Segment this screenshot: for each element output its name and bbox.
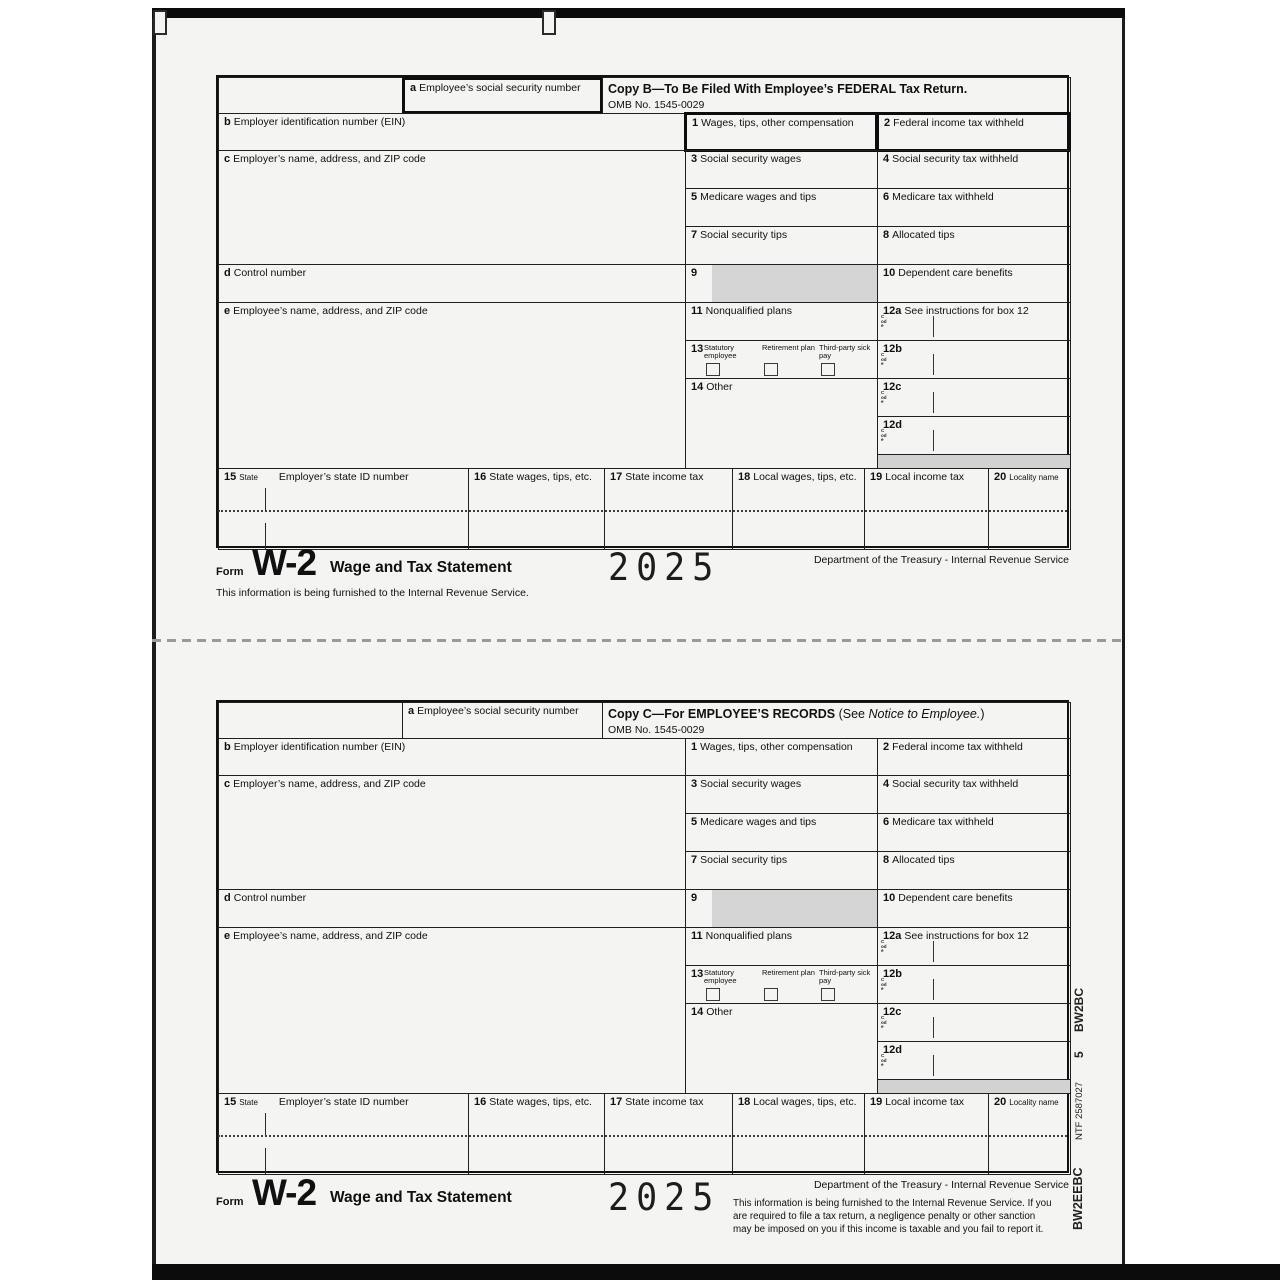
box-8-allocated-tips: 8 Allocated tips bbox=[877, 851, 1071, 890]
perforation-dashed-line bbox=[152, 639, 1125, 642]
box-1-wages: 1 Wages, tips, other compensation bbox=[685, 738, 878, 776]
third-party-sick-pay-group: Third-party sick pay bbox=[819, 969, 875, 985]
omb-number: OMB No. 1545-0029 bbox=[608, 99, 705, 111]
state-divider-top bbox=[265, 1113, 266, 1135]
print-code-bw2eebc: BW2EEBC bbox=[1071, 1167, 1085, 1230]
w2-copy-b-form bbox=[216, 75, 1069, 548]
box-12d-divider bbox=[933, 1055, 934, 1076]
box-5-medicare-wages: 5 Medicare wages and tips bbox=[685, 813, 878, 852]
retirement-plan-group: Retirement plan bbox=[762, 969, 818, 977]
box-9-shaded: 9 bbox=[685, 264, 878, 303]
print-code-ntf: NTF 2587027 bbox=[1074, 1081, 1085, 1140]
box-2-federal-tax: 2 Federal income tax withheld bbox=[876, 112, 1071, 152]
box-b-ein: b Employer identification number (EIN) bbox=[218, 738, 686, 776]
retirement-plan-checkbox bbox=[764, 988, 778, 1001]
box-12c-divider bbox=[933, 392, 934, 413]
perforation-notch-left bbox=[153, 10, 167, 35]
box-18-local-wages: 18 Local wages, tips, etc. bbox=[732, 1093, 865, 1175]
treasury-dept-line: Department of the Treasury - Internal Revenue Service bbox=[813, 1179, 1069, 1191]
third-party-sick-pay-checkbox bbox=[821, 363, 835, 376]
copy-b-title: Copy B—To Be Filed With Employee’s FEDERAL Tax Return. bbox=[608, 82, 968, 96]
box-5-medicare-wages: 5 Medicare wages and tips bbox=[685, 188, 878, 227]
code-vertical-label: Code bbox=[881, 314, 887, 328]
third-party-sick-pay-group: Third-party sick pay bbox=[819, 344, 875, 360]
copy-c-title: Copy C—For EMPLOYEE’S RECORDS (See Notice to Employee.) bbox=[608, 707, 985, 721]
box-10-dependent-care: 10 Dependent care benefits bbox=[877, 889, 1071, 928]
wage-tax-statement-title: Wage and Tax Statement bbox=[330, 559, 512, 576]
box-20-locality: 20 Locality name bbox=[988, 1093, 1071, 1175]
box-d-control: d Control number bbox=[218, 264, 686, 303]
box-11-nonqualified: 11 Nonqualified plans bbox=[685, 302, 878, 341]
retirement-plan-group: Retirement plan bbox=[762, 344, 818, 352]
box-20-locality: 20 Locality name bbox=[988, 468, 1071, 550]
box-12a-divider bbox=[933, 316, 934, 337]
gray-strip bbox=[877, 1079, 1071, 1094]
form-word: Form bbox=[216, 566, 244, 578]
box-12a: 12a See instructions for box 12 Code bbox=[877, 302, 1071, 341]
box-9-gray-fill bbox=[712, 890, 877, 927]
statutory-employee-checkbox bbox=[706, 988, 720, 1001]
box-19-local-tax: 19 Local income tax bbox=[864, 468, 989, 550]
state-divider-top bbox=[265, 488, 266, 510]
box-17-state-tax: 17 State income tax bbox=[604, 468, 733, 550]
box-4-ss-tax: 4 Social security tax withheld bbox=[877, 150, 1071, 189]
box-3-ss-wages: 3 Social security wages bbox=[685, 775, 878, 814]
box-6-medicare-tax: 6 Medicare tax withheld bbox=[877, 188, 1071, 227]
box-7-ss-tips: 7 Social security tips bbox=[685, 226, 878, 265]
statutory-employee-group: Statutory employee bbox=[704, 344, 760, 360]
box-8-allocated-tips: 8 Allocated tips bbox=[877, 226, 1071, 265]
omb-number: OMB No. 1545-0029 bbox=[608, 724, 705, 736]
gray-strip bbox=[877, 454, 1071, 469]
statutory-employee-group: Statutory employee bbox=[704, 969, 760, 985]
box-12d: 12d Code bbox=[877, 1041, 1071, 1080]
w2-title: W-2 bbox=[252, 542, 317, 583]
box-15-state: 15 State Employer’s state ID number bbox=[218, 1093, 469, 1175]
box-7-ss-tips: 7 Social security tips bbox=[685, 851, 878, 890]
retirement-plan-checkbox bbox=[764, 363, 778, 376]
statutory-employee-checkbox bbox=[706, 363, 720, 376]
box-e-employee: e Employee’s name, address, and ZIP code bbox=[218, 302, 686, 469]
box-18-local-wages: 18 Local wages, tips, etc. bbox=[732, 468, 865, 550]
tax-year: 2025 bbox=[608, 1176, 721, 1220]
code-vertical-label: Code bbox=[881, 977, 887, 991]
box-14-other: 14 Other bbox=[685, 378, 878, 469]
box-12b: 12b Code bbox=[877, 340, 1071, 379]
box-9-shaded: 9 bbox=[685, 889, 878, 928]
perforation-notch-center bbox=[542, 10, 556, 35]
code-vertical-label: Code bbox=[881, 352, 887, 366]
box-17-state-tax: 17 State income tax bbox=[604, 1093, 733, 1175]
box-13-checkboxes: 13 Statutory employee Retirement plan Third-party sick pay bbox=[685, 340, 878, 379]
box-6-medicare-tax: 6 Medicare tax withheld bbox=[877, 813, 1071, 852]
box-12a-divider bbox=[933, 941, 934, 962]
wage-tax-statement-title: Wage and Tax Statement bbox=[330, 1189, 512, 1206]
box-13-checkboxes: 13 Statutory employee Retirement plan Third-party sick pay bbox=[685, 965, 878, 1004]
box-a-ssn: a Employee’s social security number bbox=[402, 77, 603, 114]
box-12a: 12a See instructions for box 12 Code bbox=[877, 927, 1071, 966]
w2-copy-c-form bbox=[216, 700, 1069, 1173]
code-vertical-label: Code bbox=[881, 428, 887, 442]
box-a-ssn: a Employee’s social security number bbox=[402, 702, 603, 739]
tax-year: 2025 bbox=[608, 546, 721, 590]
treasury-dept-line: Department of the Treasury - Internal Revenue Service bbox=[813, 554, 1069, 566]
furnish-note: This information is being furnished to the Internal Revenue Service. bbox=[216, 587, 529, 599]
state-row-dotted-line bbox=[218, 510, 1067, 512]
state-divider-bottom bbox=[265, 1148, 266, 1174]
box-12c: 12c Code bbox=[877, 1003, 1071, 1042]
box-4-ss-tax: 4 Social security tax withheld bbox=[877, 775, 1071, 814]
print-code-bw2bc: BW2BC bbox=[1072, 988, 1086, 1032]
box-11-nonqualified: 11 Nonqualified plans bbox=[685, 927, 878, 966]
box-12b-divider bbox=[933, 979, 934, 1000]
box-b-ein: b Employer identification number (EIN) bbox=[218, 113, 686, 151]
box-e-employee: e Employee’s name, address, and ZIP code bbox=[218, 927, 686, 1094]
copy-c-header bbox=[602, 702, 1071, 739]
code-vertical-label: Code bbox=[881, 390, 887, 404]
box-15-state: 15 State Employer’s state ID number bbox=[218, 468, 469, 550]
box-12c: 12c Code bbox=[877, 378, 1071, 417]
box-12d: 12d Code bbox=[877, 416, 1071, 455]
form-word: Form bbox=[216, 1196, 244, 1208]
copy-b-header bbox=[602, 77, 1071, 114]
ssn-value-area bbox=[218, 77, 403, 114]
top-black-bar bbox=[152, 8, 1125, 18]
box-12c-divider bbox=[933, 1017, 934, 1038]
code-vertical-label: Code bbox=[881, 939, 887, 953]
box-12d-divider bbox=[933, 430, 934, 451]
box-10-dependent-care: 10 Dependent care benefits bbox=[877, 264, 1071, 303]
code-vertical-label: Code bbox=[881, 1015, 887, 1029]
state-row-dotted-line bbox=[218, 1135, 1067, 1137]
print-code-5: 5 bbox=[1072, 1051, 1086, 1058]
box-12b: 12b Code bbox=[877, 965, 1071, 1004]
third-party-sick-pay-checkbox bbox=[821, 988, 835, 1001]
box-16-state-wages: 16 State wages, tips, etc. bbox=[468, 468, 605, 550]
box-c-employer: c Employer’s name, address, and ZIP code bbox=[218, 150, 686, 265]
box-c-employer: c Employer’s name, address, and ZIP code bbox=[218, 775, 686, 890]
box-19-local-tax: 19 Local income tax bbox=[864, 1093, 989, 1175]
copy-c-fine-print: This information is being furnished to the Internal Revenue Service. If you are required to file a tax return, a negligence penalty or other sanction may be imposed on you if this income is taxable and you fail to report it. bbox=[733, 1198, 1052, 1235]
box-9-gray-fill bbox=[712, 265, 877, 302]
box-16-state-wages: 16 State wages, tips, etc. bbox=[468, 1093, 605, 1175]
box-1-wages: 1 Wages, tips, other compensation bbox=[684, 112, 878, 152]
ssn-value-area bbox=[218, 702, 403, 739]
code-vertical-label: Code bbox=[881, 1053, 887, 1067]
box-3-ss-wages: 3 Social security wages bbox=[685, 150, 878, 189]
box-2-federal-tax: 2 Federal income tax withheld bbox=[877, 738, 1071, 776]
w2-title: W-2 bbox=[252, 1172, 317, 1213]
box-12b-divider bbox=[933, 354, 934, 375]
bottom-black-bar bbox=[152, 1264, 1280, 1280]
box-d-control: d Control number bbox=[218, 889, 686, 928]
box-14-other: 14 Other bbox=[685, 1003, 878, 1094]
